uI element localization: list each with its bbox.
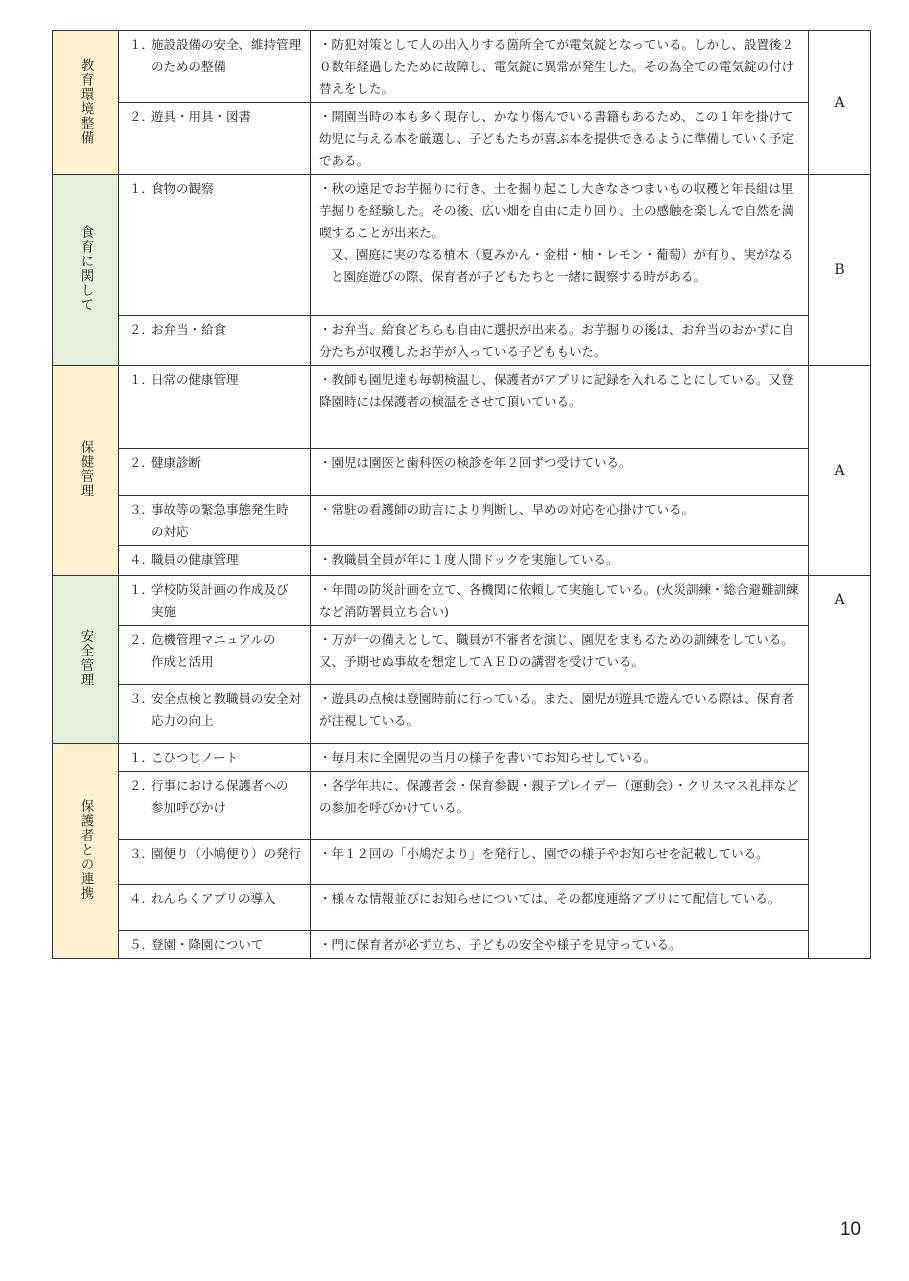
item-cell: １．学校防災計画の作成及び 実施	[119, 576, 311, 626]
table-row	[53, 449, 871, 496]
table-row	[53, 175, 871, 316]
item-cell: １．こひつじノート	[119, 744, 311, 772]
table-row	[53, 31, 871, 103]
table-row	[53, 685, 871, 744]
grade-cell: A	[809, 366, 871, 576]
category-guardians	[53, 744, 119, 959]
category-food	[53, 175, 119, 366]
item-cell: １．食物の観察	[119, 175, 311, 316]
table-row	[53, 546, 871, 576]
item-cell: ２．危機管理マニュアルの 作成と活用	[119, 626, 311, 685]
description-cell: ・お弁当、給食どちらも自由に選択が出来る。お芋掘りの後は、お弁当のおかずに自分たちが収穫したお芋が入っている子どももいた。	[311, 316, 809, 366]
item-cell: ５．登園・降園について	[119, 931, 311, 959]
item-cell: １．日常の健康管理	[119, 366, 311, 449]
item-cell: １．施設設備の安全、維持管理 のための整備	[119, 31, 311, 103]
item-cell: ３．安全点検と教職員の安全対 応力の向上	[119, 685, 311, 744]
table-row	[53, 840, 871, 885]
description-cell: ・毎月末に全園児の当月の様子を書いてお知らせしている。	[311, 744, 809, 772]
category-health	[53, 366, 119, 576]
description-cell: ・年間の防災計画を立て、各機関に依頼して実施している。(火災訓練・総合避難訓練など消防署員立ち合い)	[311, 576, 809, 626]
description-cell: ・教職員全員が年に１度人間ドックを実施している。	[311, 546, 809, 576]
table-row	[53, 885, 871, 931]
table-row	[53, 366, 871, 449]
item-cell: ４．職員の健康管理	[119, 546, 311, 576]
table-row	[53, 103, 871, 175]
page-number: 10	[839, 1219, 861, 1240]
category-label: 安全管理	[77, 629, 94, 687]
description-cell: ・年１２回の「小鳩だより」を発行し、園での様子やお知らせを記載している。	[311, 840, 809, 885]
description-cell: ・防犯対策として人の出入りする箇所全てが電気錠となっている。しかし、設置後２０数年経過したために故障し、電気錠に異常が発生した。その為全ての電気錠の付け替えをした。	[311, 31, 809, 103]
grade-cell: A	[809, 31, 871, 175]
description-cell: ・門に保育者が必ず立ち、子どもの安全や様子を見守っている。	[311, 931, 809, 959]
grade-cell: A	[809, 576, 871, 959]
description-cell: ・園児は園医と歯科医の検診を年２回ずつ受けている。	[311, 449, 809, 496]
description-cell: ・教師も園児達も毎朝検温し、保護者がアプリに記録を入れることにしている。又登降園時には保護者の検温をさせて頂いている。	[311, 366, 809, 449]
description-cell: ・万が一の備えとして、職員が不審者を演じ、園児をまもるための訓練をしている。又、予期せぬ事故を想定してＡＥＤの講習を受けている。	[311, 626, 809, 685]
item-cell: ３．事故等の緊急事態発生時 の対応	[119, 496, 311, 546]
item-cell: ４．れんらくアプリの導入	[119, 885, 311, 931]
category-safety	[53, 576, 119, 744]
item-cell: ２．健康診断	[119, 449, 311, 496]
item-cell: ２．行事における保護者への 参加呼びかけ	[119, 772, 311, 840]
table-row	[53, 496, 871, 546]
description-cell: ・秋の遠足でお芋掘りに行き、土を掘り起こし大きなさつまいもの収穫と年長組は里芋掘りを経験した。その後、広い畑を自由に走り回り、土の感触を楽しんで自然を満喫することが出来た。 又、園庭に実のなる植木（夏みかん・金柑・柚・レモン・葡萄）が有り、実がなると園庭遊びの際、保育者が子どもたちと一緒に観察する時がある。	[311, 175, 809, 316]
grade-cell: B	[809, 175, 871, 366]
description-cell: ・様々な情報並びにお知らせについては、その都度連絡アプリにて配信している。	[311, 885, 809, 931]
category-label: 保護者との連携	[77, 798, 94, 901]
item-cell: ２．遊具・用具・図書	[119, 103, 311, 175]
evaluation-table	[52, 30, 871, 959]
description-cell: ・各学年共に、保護者会・保育参観・親子プレイデー（運動会）・クリスマス礼拝などの参加を呼びかけている。	[311, 772, 809, 840]
table-row	[53, 772, 871, 840]
table-row	[53, 744, 871, 772]
category-label: 保健管理	[77, 440, 94, 498]
category-education-env	[53, 31, 119, 175]
item-cell: ３．園便り（小鳩便り）の発行	[119, 840, 311, 885]
table-row	[53, 576, 871, 626]
description-cell: ・常駐の看護師の助言により判断し、早めの対応を心掛けている。	[311, 496, 809, 546]
description-cell: ・遊具の点検は登園時前に行っている。また、園児が遊具で遊んでいる際は、保育者が注視している。	[311, 685, 809, 744]
table-row	[53, 316, 871, 366]
category-label: 教育環境整備	[77, 57, 94, 145]
category-label: 食育に関して	[77, 225, 94, 312]
table-row	[53, 931, 871, 959]
item-cell: ２．お弁当・給食	[119, 316, 311, 366]
table-row	[53, 626, 871, 685]
description-cell: ・開園当時の本も多く現存し、かなり傷んでいる書籍もあるため、この１年を掛けて幼児に与える本を厳選し、子どもたちが喜ぶ本を提供できるように準備していく予定である。	[311, 103, 809, 175]
